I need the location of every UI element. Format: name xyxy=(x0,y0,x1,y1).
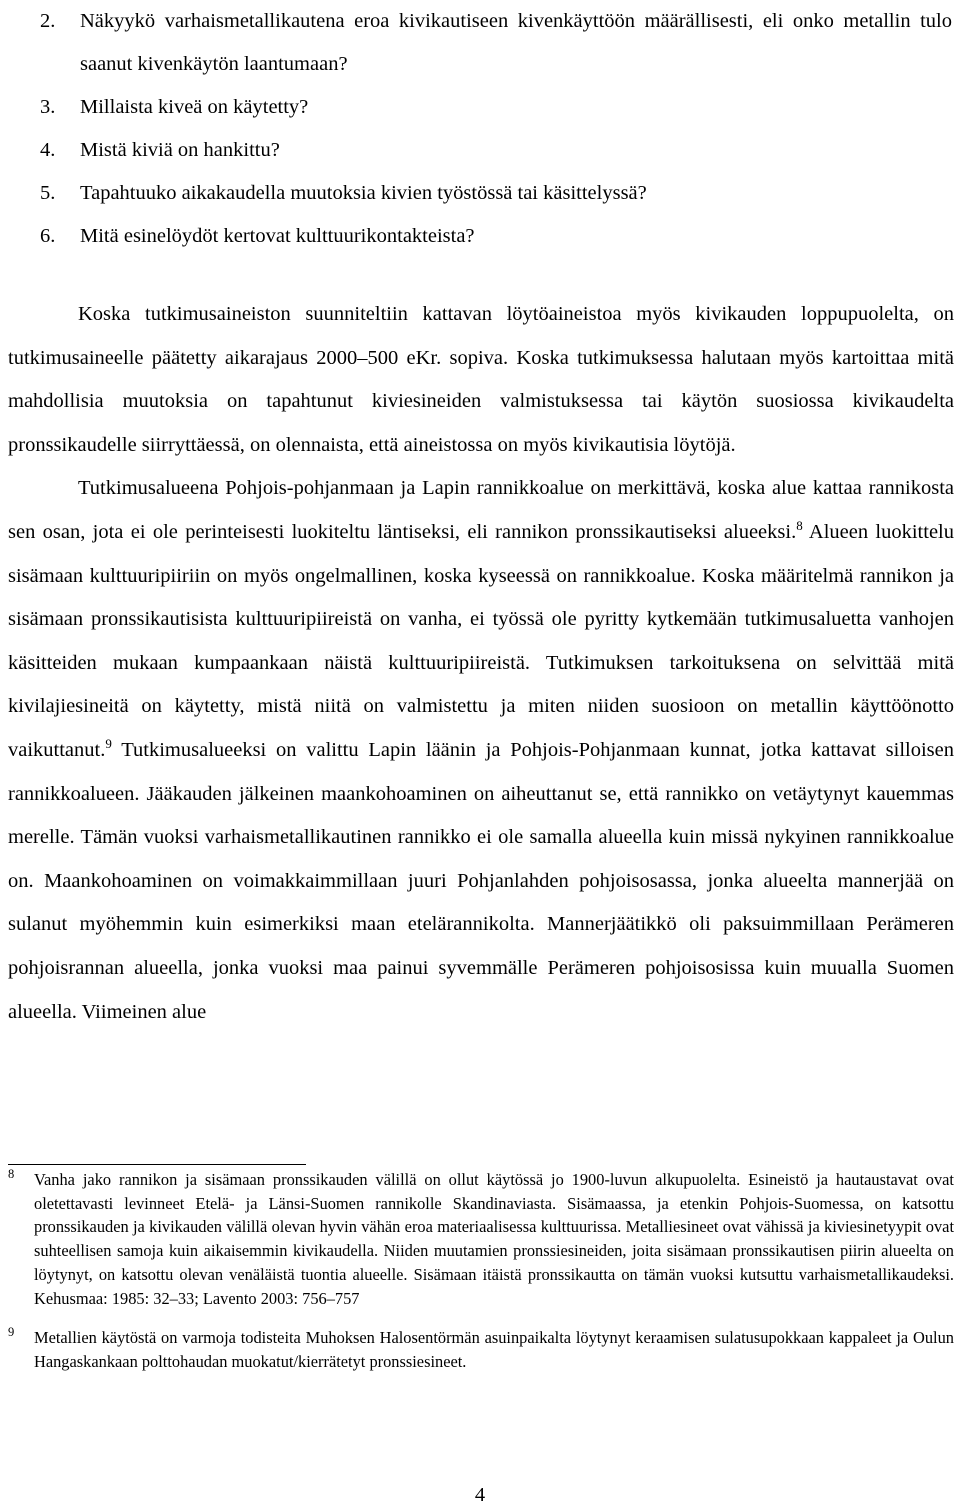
footnotes xyxy=(8,1168,954,1374)
paragraph: Koska tutkimusaineiston suunniteltiin kattavan löytöaineistoa myös kivikauden loppupuolelta, on tutkimusaineelle päätetty aikarajaus 2000–500 eKr. sopiva. Koska tutkimuksessa halutaan myös kartoittaa mitä mahdollisia muutoksia on tapahtunut kiviesineiden valmistuksessa tai käytön suosiossa kivikaudelta pronssikaudelle siirryttäessä, on olennaista, että aineistossa on myös kivikautisia löytöjä. xyxy=(8,303,954,456)
list-item-number: 6. xyxy=(40,225,56,247)
page-number: 4 xyxy=(474,1484,486,1506)
body-text xyxy=(8,293,954,1034)
paragraph-text: Alueen luokittelu sisämaan kulttuuripiiriin on myös ongelmallinen, koska kyseessä on rannikkoalue. Koska määritelmä rannikon ja sisämaan pronssikautisista kulttuuripiireistä on vanha, ei työssä ole pyritty kytkemään tutkimusaluetta vanhojen käsitteiden mukaan kumpaankaan näistä kulttuuripiireistä. Tutkimuksen tarkoituksena on selvittää mitä kivilajiesineitä on käytetty, mistä niitä on valmistettu ja miten niiden suosioon on metallin käyttöönotto vaikuttanut. xyxy=(8,520,954,761)
paragraph xyxy=(8,467,954,1034)
footnote-text: Metallien käytöstä on varmoja todisteita Muhoksen Halosentörmän asuinpaikalta löytynyt keraamisen sulatusupokkaan kappaleet ja Oulun Hangaskankaan polttohaudan muokatut/kierrätetyt pronssiesineet. xyxy=(34,1328,954,1371)
list-item-text: Tapahtuuko aikakaudella muutoksia kivien työstössä tai käsittelyssä? xyxy=(80,182,647,204)
list-item-number: 3. xyxy=(40,96,56,118)
list-item-number: 2. xyxy=(40,10,56,32)
list-item-text: Mistä kiviä on hankittu? xyxy=(80,139,280,161)
list-item-number: 4. xyxy=(40,139,56,161)
footnote-separator xyxy=(8,1164,306,1165)
footnote xyxy=(8,1168,954,1310)
list-item xyxy=(12,86,952,129)
list-item-text: Millaista kiveä on käytetty? xyxy=(80,96,309,118)
paragraph-text: Tutkimusalueena Pohjois-pohjanmaan ja Lapin rannikkoalue on merkittävä, koska alue kattaa rannikosta sen osan, jota ei ole perinteisesti luokiteltu läntiseksi, eli rannikon pronssikautiseksi alueeksi. xyxy=(8,477,954,543)
list-item-text: Näkyykö varhaismetallikautena eroa kivikautiseen kivenkäyttöön määrällisesti, eli onko metallin tulo saanut kivenkäytön laantumaan? xyxy=(80,10,952,75)
list-item-text: Mitä esinelöydöt kertovat kulttuurikontakteista? xyxy=(80,225,475,247)
paragraph-text: Tutkimusalueeksi on valittu Lapin läänin ja Pohjois-Pohjanmaan kunnat, jotka kattavat silloisen rannikkoalueen. Jääkauden jälkeinen maankohoaminen on aiheuttanut se, että rannikko on vetäytynyt kauemmas merelle. Tämän vuoksi varhaismetallikautinen rannikko ei ole samalla alueella kuin missä nykyinen rannikkoalue on. Maankohoaminen on voimakkaimmillaan juuri Pohjanlahden pohjoisosassa, jonka alueelta mannerjää on sulanut myöhemmin kuin esimerkiksi maan etelärannikolta. Mannerjäätikkö oli paksuimmillaan Perämeren pohjoisrannan alueella, jonka vuoksi maa painui syvemmälle Perämeren pohjoisosissa kuin muualla Suomen alueella. Viimeinen alue xyxy=(8,738,954,1023)
list-item xyxy=(12,215,952,258)
list-item-number: 5. xyxy=(40,182,56,204)
footnote-text: Vanha jako rannikon ja sisämaan pronssikauden välillä on ollut käytössä jo 1900-luvun alkupuolelta. Esineistö ja hautaustavat ovat oletettavasti levinneet Etelä- ja Länsi-Suomen rannikolle Skandinaviasta. Sisämaassa, ja etenkin Pohjois-Suomessa, on katsottu pronssikauden ja kivikauden välillä olevan hyvin vähän eroa materiaalisessa kulttuurissa. Metalliesineet ovat vähissä ja kiviesinetyypit ovat suhteellisen samoja kuin aikaisemmin kivikaudella. Niiden muutamien pronssiesineiden, joita sisämaan pronssikautisen piirin alueelta on löytynyt, on katsottu olevan venäläistä tuontia alueelle. Sisämaan itäistä pronssikautta on tämän vuoksi kutsuttu varhaismetallikaudeksi. Kehusmaa: 1985: 32–33; Lavento 2003: 756–757 xyxy=(34,1170,954,1308)
research-questions-list xyxy=(12,0,952,258)
footnote-mark: 8 xyxy=(8,1167,15,1181)
list-item xyxy=(12,0,952,86)
list-item xyxy=(12,129,952,172)
footnote xyxy=(8,1326,954,1373)
footnote-reference[interactable]: 9 xyxy=(105,736,112,752)
footnote-mark: 9 xyxy=(8,1325,15,1340)
list-item xyxy=(12,172,952,215)
footnote-reference[interactable]: 8 xyxy=(796,518,803,534)
